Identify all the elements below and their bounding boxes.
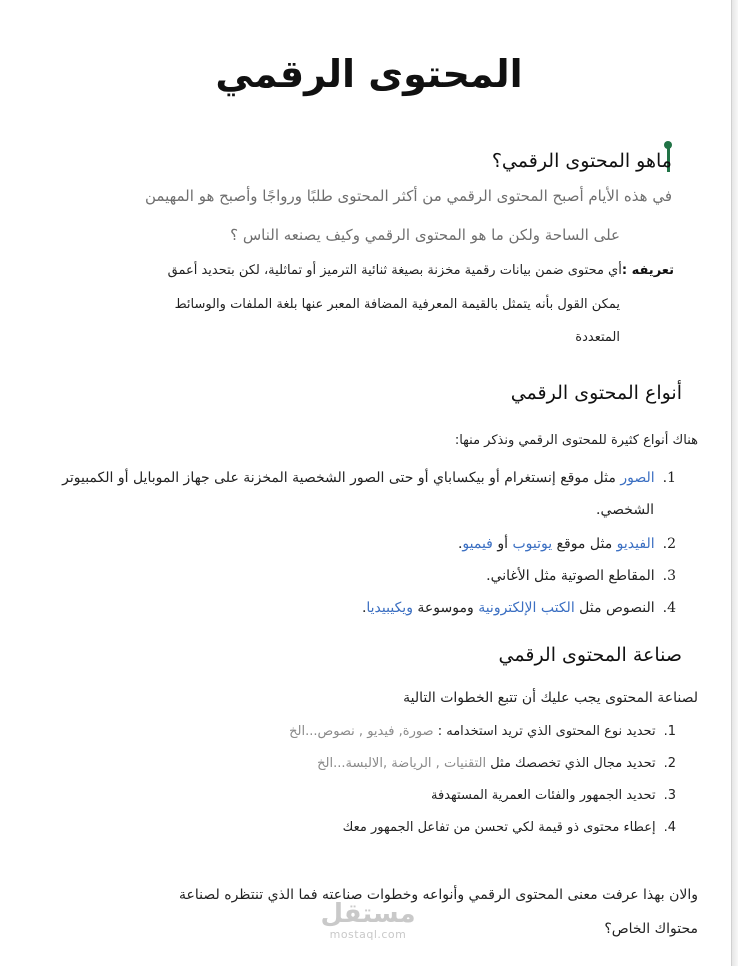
section-heading-making: صناعة المحتوى الرقمي [498, 644, 682, 666]
list-item-text: المقاطع الصوتية مثل الأغاني. [486, 568, 655, 584]
section-heading-what-is: ماهو المحتوى الرقمي؟ [491, 150, 672, 172]
conclusion-line-2: محتواك الخاص؟ [604, 921, 698, 937]
definition-text-1: أي محتوى ضمن بيانات رقمية مخزنة بصيغة ثنائية الترميز أو تماثلية، لكن بتحديد أعمق [167, 263, 622, 278]
list-number: 2. [663, 756, 676, 771]
watermark-url: mostaql.com [329, 928, 407, 941]
list-number: 1. [663, 724, 676, 739]
page-title: المحتوى الرقمي [215, 52, 523, 96]
list-item-3 [486, 568, 676, 584]
page-scroll-edge [731, 0, 738, 966]
intro-line-2: على الساحة ولكن ما هو المحتوى الرقمي وكيف يصنعه الناس ؟ [230, 226, 620, 244]
list-item-1-cont: الشخصي. [596, 502, 654, 518]
step-hint: التقنيات , الرياضة ,الالبسة...الخ [317, 756, 487, 771]
step-text: تحديد نوع المحتوى الذي تريد استخدامه : [433, 724, 656, 739]
definition-line-3: المتعددة [575, 330, 620, 345]
mostaql-watermark-logo [318, 900, 418, 941]
link-youtube[interactable]: يوتيوب [512, 536, 553, 552]
link-vimeo[interactable]: فيميو [462, 536, 493, 552]
step-4 [343, 820, 676, 835]
list-item-text: مثل موقع إنستغرام أو بيكساباي أو حتى الصور الشخصية المخزنة على جهاز الموبايل أو الكمبيوتر [62, 470, 621, 486]
list-item-text: . [457, 536, 463, 552]
step-text: تحديد مجال الذي تخصصك مثل [486, 756, 656, 771]
list-item-text: النصوص مثل [574, 600, 655, 616]
section-heading-types: أنواع المحتوى الرقمي [510, 382, 682, 404]
step-text: تحديد الجمهور والفئات العمرية المستهدفة [431, 788, 656, 803]
list-number: 2. [662, 536, 676, 552]
list-item-text: وموسوعة [412, 600, 479, 616]
conclusion-line-1: والان بهذا عرفت معنى المحتوى الرقمي وأنواعه وخطوات صناعته فما الذي تنتظره لصناعة [179, 887, 698, 903]
step-2 [317, 756, 676, 771]
list-number: 4. [662, 600, 676, 616]
intro-line-1: في هذه الأيام أصبح المحتوى الرقمي من أكثر المحتوى طلبًا ورواجًا وأصبح هو المهيمن [144, 187, 672, 205]
watermark-text: مستقل [320, 899, 416, 929]
list-number: 3. [663, 788, 676, 803]
step-3 [431, 788, 676, 803]
definition-label: تعريفه : [621, 263, 674, 278]
list-number: 4. [663, 820, 676, 835]
list-item-1 [62, 470, 676, 486]
step-1 [289, 724, 676, 739]
making-intro: لصناعة المحتوى يجب عليك أن تتبع الخطوات التالية [403, 690, 698, 706]
link-ebooks[interactable]: الكتب الإلكترونية [478, 600, 575, 616]
link-video[interactable]: الفيديو [616, 536, 655, 552]
link-wikipedia[interactable]: ويكيبيديا [366, 600, 413, 616]
list-number: 1. [662, 470, 676, 486]
link-images[interactable]: الصور [620, 470, 655, 486]
list-number: 3. [662, 568, 676, 584]
list-item-text: . [361, 600, 367, 616]
list-item-4 [362, 600, 676, 616]
step-text: إعطاء محتوى ذو قيمة لكي تحسن من تفاعل الجمهور معك [342, 820, 656, 835]
list-item-text: أو [492, 536, 513, 552]
types-intro: هناك أنواع كثيرة للمحتوى الرقمي ونذكر منها: [454, 433, 698, 448]
list-item-2 [458, 536, 676, 552]
step-hint: صورة, فيديو , نصوص...الخ [289, 724, 434, 739]
list-item-text: مثل موقع [552, 536, 617, 552]
definition-line-2: يمكن القول بأنه يتمثل بالقيمة المعرفية المضافة المعبر عنها بلغة الملفات والوسائط [174, 297, 620, 312]
definition-line-1 [168, 263, 674, 278]
